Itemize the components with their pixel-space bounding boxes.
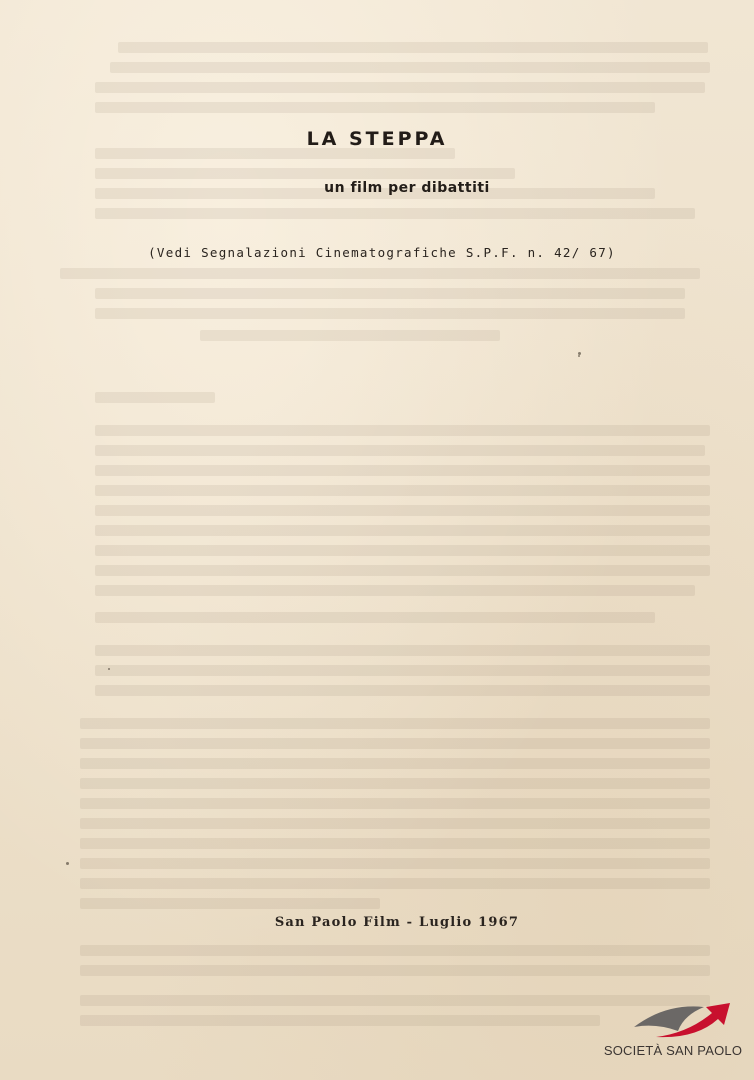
ink-speck	[66, 862, 69, 865]
watermark-text: SOCIETÀ SAN PAOLO	[603, 1043, 743, 1058]
document-footer: San Paolo Film - Luglio 1967	[274, 915, 520, 930]
document-title: LA STEPPA	[306, 128, 448, 150]
ink-speck	[578, 355, 580, 357]
document-subtitle: un film per dibattiti	[324, 180, 490, 196]
document-reference: (Vedi Segnalazioni Cinematografiche S.P.F. n. 42/ 67)	[148, 245, 616, 260]
societa-san-paolo-watermark	[598, 985, 748, 1075]
san-paolo-emblem-icon	[626, 985, 746, 1045]
ink-speck	[108, 668, 110, 670]
